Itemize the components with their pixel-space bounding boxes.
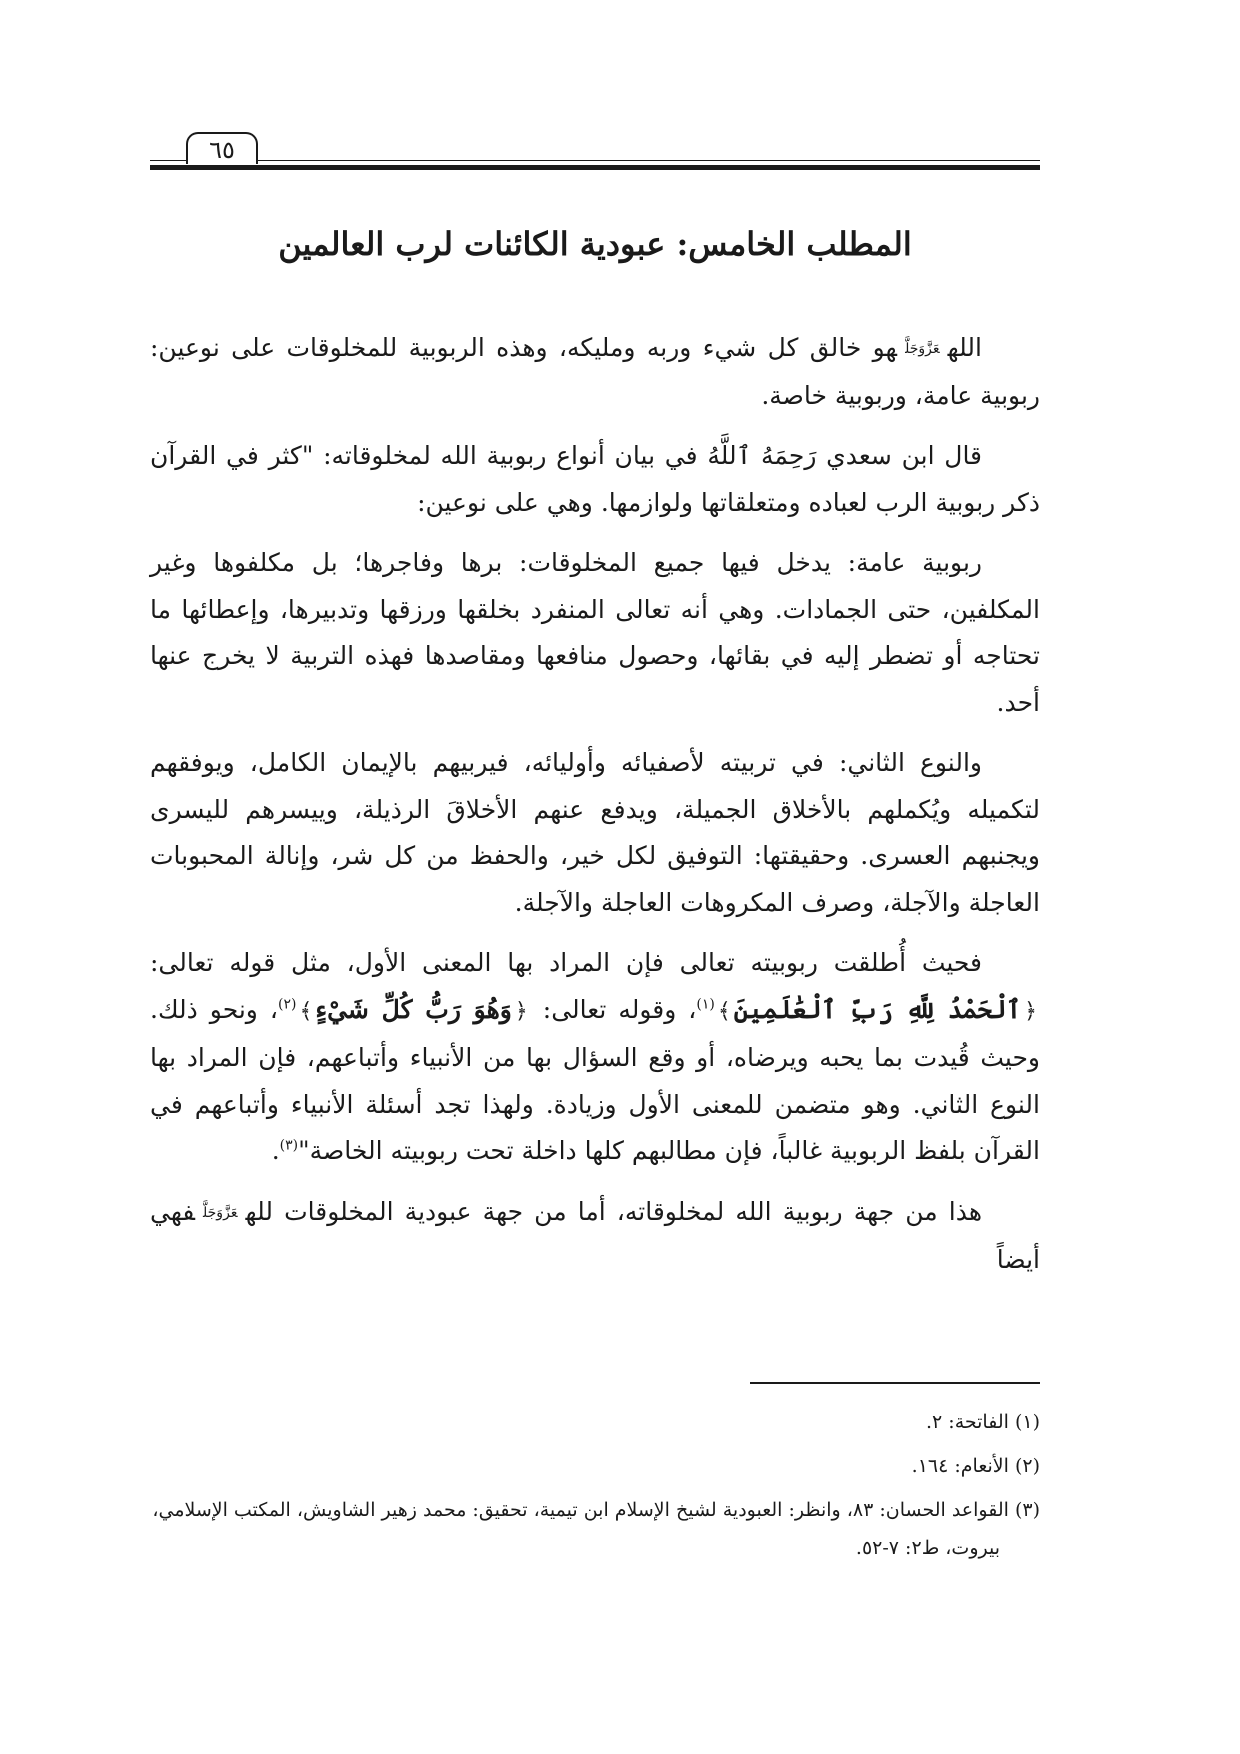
quran-verse-2: وَهُوَ رَبُّ كُلِّ شَيْءٍ [315,994,512,1024]
footnote-2: (٢) الأنعام: ١٦٤. [911,1455,1040,1477]
paragraph-3: ربوبية عامة: يدخل فيها جميع المخلوقات: برها وفاجرها؛ بل مكلفوها وغير المكلفين، حتى الجمادات. وهي أنه تعالى المنفرد بخلقها ورزقها وتدبيرها، وإعطائها ما تحتاجه أو تضطر إليه في بقائها، وحصول منافعها ومقاصدها فهذه التربية لا يخرج عنها أحد. [150,548,1040,717]
paragraph-4: والنوع الثاني: في تربيته لأصفيائه وأوليائه، فيربيهم بالإيمان الكامل، ويوفقهم لتكميله ويُكملهم بالأخلاق الجميلة، ويدفع عنهم الأخلاقَ الرذيلة، وييسرهم لليسرى ويجنبهم العسرى. وحقيقتها: التوفيق لكل خير، والحفظ من كل شر، وإنالة المحبوبات العاجلة والآجلة، وصرف المكروهات العاجلة والآجلة. [150,748,1040,917]
honorific-mark: عَزَّوَجَلَّ [905,341,940,358]
footnotes [150,1403,1040,1573]
p2-text-b: في بيان أنواع ربوبية الله لمخلوقاته: "كثر في القرآن ذكر ربوبية الرب لعباده ومتعلقاتها ولوازمها. وهي على نوعين: [150,441,1040,517]
quran-close-bracket: ﴾ [717,998,731,1024]
p5-text-d: . [271,1136,280,1166]
paragraph-5 [150,940,1040,1175]
quran-close-bracket: ﴾ [299,998,313,1024]
footnote-3 [150,1491,1040,1567]
page-header [150,132,1040,172]
body-text [150,325,1040,1297]
p5-text-c: ، ونحو ذلك. وحيث قُيدت بما يحبه ويرضاه، أو وقع السؤال بها من الأنبياء وأتباعهم، فإن المراد بها النوع الثاني. وهو متضمن للمعنى الأول وزيادة. ولهذا تجد أسئلة الأنبياء وأتباعهم في القرآن بلفظ الربوبية غالباً، فإن مطالبهم كلها داخلة تحت ربوبيته الخاصة" [150,994,1040,1166]
paragraph-1 [150,325,1040,419]
honorific-mark: عَزَّوَجَلَّ [203,1205,238,1221]
quran-open-bracket: ﴿ [1024,998,1038,1024]
footnote-separator [750,1382,1040,1384]
header-rule-thick [150,165,1040,170]
footnote-ref-1: (١) [696,996,715,1013]
footnote-3-continuation: بيروت، ط٢: ٧-٥٢. [855,1537,1000,1559]
p5-text-b: ، وقوله تعالى: [542,994,697,1024]
header-rule-thin [150,160,1040,161]
honorific-mark: رَحِمَهُ ٱللَّهُ [707,441,817,471]
paragraph-2 [150,433,1040,526]
footnote-ref-3: (٣) [279,1137,299,1154]
footnote-1: (١) الفاتحة: ٢. [925,1411,1040,1433]
p5-text-a: فحيث أُطلقت ربوبيته تعالى فإن المراد بها المعنى الأول، مثل قوله تعالى: [150,948,982,978]
quran-verse-1: ٱلْحَمْدُ لِلَّهِ رَبِّ ٱلْعَٰلَمِينَ [733,994,1022,1024]
section-title: المطلب الخامس: عبودية الكائنات لرب العالمين [278,225,912,263]
footnote-3-text: (٣) القواعد الحسان: ٨٣، وانظر: العبودية لشيخ الإسلام ابن تيمية، تحقيق: محمد زهير الشاويش، المكتب الإسلامي، [152,1499,1040,1521]
paragraph-6 [150,1189,1040,1283]
p6-text-a: هذا من جهة ربوبية الله لمخلوقاته، أما من جهة عبودية المخلوقات لله [245,1196,982,1226]
footnote-ref-2: (٢) [277,996,297,1013]
p1-text-a: الله [947,333,982,362]
p2-text-a: قال ابن سعدي [826,441,983,471]
p1-text-b: هو خالق كل شيء وربه ومليكه، وهذه الربوبية للمخلوقات على نوعين: ربوبية عامة، وربوبية خاصة. [150,333,1040,410]
p6-text-b: فهي أيضاً [150,1196,1040,1274]
quran-open-bracket: ﴿ [514,998,528,1024]
page-number: ٦٥ [186,132,258,164]
